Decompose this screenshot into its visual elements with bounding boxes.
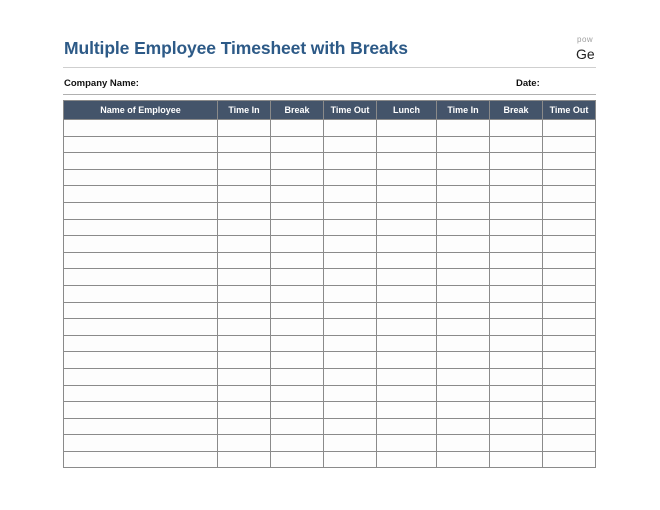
table-row xyxy=(64,302,596,319)
table-cell[interactable] xyxy=(324,435,377,452)
table-cell[interactable] xyxy=(490,169,543,186)
table-cell[interactable] xyxy=(377,335,437,352)
table-cell[interactable] xyxy=(437,236,490,253)
table-row xyxy=(64,319,596,336)
table-cell[interactable] xyxy=(324,285,377,302)
table-cell[interactable] xyxy=(324,236,377,253)
table-cell[interactable] xyxy=(543,418,596,435)
table-cell[interactable] xyxy=(324,335,377,352)
table-cell[interactable] xyxy=(437,285,490,302)
table-cell[interactable] xyxy=(324,269,377,286)
table-cell[interactable] xyxy=(324,252,377,269)
table-cell[interactable] xyxy=(218,402,271,419)
table-cell[interactable] xyxy=(218,319,271,336)
table-cell[interactable] xyxy=(543,402,596,419)
table-cell[interactable] xyxy=(437,451,490,468)
table-cell[interactable] xyxy=(377,302,437,319)
table-cell[interactable] xyxy=(490,302,543,319)
table-row xyxy=(64,352,596,369)
table-cell[interactable] xyxy=(437,335,490,352)
table-cell[interactable] xyxy=(271,435,324,452)
table-cell[interactable] xyxy=(543,319,596,336)
table-cell[interactable] xyxy=(543,269,596,286)
table-cell[interactable] xyxy=(543,385,596,402)
table-cell[interactable] xyxy=(543,136,596,153)
table-cell[interactable] xyxy=(490,269,543,286)
table-cell[interactable] xyxy=(218,169,271,186)
table-cell[interactable] xyxy=(218,252,271,269)
table-cell[interactable] xyxy=(271,236,324,253)
table-cell[interactable] xyxy=(64,202,218,219)
table-cell[interactable] xyxy=(271,352,324,369)
table-row xyxy=(64,186,596,203)
table-cell[interactable] xyxy=(324,368,377,385)
table-cell[interactable] xyxy=(437,402,490,419)
table-cell[interactable] xyxy=(490,435,543,452)
table-cell[interactable] xyxy=(377,435,437,452)
table-cell[interactable] xyxy=(64,335,218,352)
table-cell[interactable] xyxy=(543,435,596,452)
table-cell[interactable] xyxy=(324,352,377,369)
table-cell[interactable] xyxy=(324,302,377,319)
table-row xyxy=(64,451,596,468)
table-cell[interactable] xyxy=(437,120,490,137)
table-cell[interactable] xyxy=(490,285,543,302)
table-cell[interactable] xyxy=(490,335,543,352)
table-cell[interactable] xyxy=(437,368,490,385)
table-cell[interactable] xyxy=(437,302,490,319)
table-cell[interactable] xyxy=(543,219,596,236)
table-cell[interactable] xyxy=(64,451,218,468)
date-label: Date: xyxy=(516,78,540,89)
table-cell[interactable] xyxy=(271,302,324,319)
col-header-name: Name of Employee xyxy=(64,101,218,120)
table-cell[interactable] xyxy=(271,120,324,137)
table-cell[interactable] xyxy=(377,186,437,203)
table-cell[interactable] xyxy=(324,186,377,203)
table-cell[interactable] xyxy=(490,202,543,219)
table-cell[interactable] xyxy=(437,269,490,286)
table-cell[interactable] xyxy=(437,219,490,236)
table-row xyxy=(64,236,596,253)
table-cell[interactable] xyxy=(543,153,596,170)
table-cell[interactable] xyxy=(437,418,490,435)
table-cell[interactable] xyxy=(271,335,324,352)
table-cell[interactable] xyxy=(437,435,490,452)
table-cell[interactable] xyxy=(64,136,218,153)
table-cell[interactable] xyxy=(377,236,437,253)
table-cell[interactable] xyxy=(64,319,218,336)
table-cell[interactable] xyxy=(64,368,218,385)
table-cell[interactable] xyxy=(490,120,543,137)
table-cell[interactable] xyxy=(218,368,271,385)
table-cell[interactable] xyxy=(271,319,324,336)
table-cell[interactable] xyxy=(377,368,437,385)
table-cell[interactable] xyxy=(64,186,218,203)
table-cell[interactable] xyxy=(377,219,437,236)
table-cell[interactable] xyxy=(437,169,490,186)
table-row xyxy=(64,120,596,137)
table-cell[interactable] xyxy=(271,136,324,153)
table-cell[interactable] xyxy=(490,136,543,153)
table-cell[interactable] xyxy=(64,385,218,402)
table-cell[interactable] xyxy=(490,219,543,236)
table-cell[interactable] xyxy=(271,451,324,468)
table-cell[interactable] xyxy=(64,120,218,137)
table-cell[interactable] xyxy=(377,153,437,170)
table-cell[interactable] xyxy=(324,219,377,236)
table-cell[interactable] xyxy=(218,451,271,468)
table-cell[interactable] xyxy=(377,319,437,336)
table-cell[interactable] xyxy=(64,219,218,236)
table-row xyxy=(64,335,596,352)
table-cell[interactable] xyxy=(64,269,218,286)
table-row xyxy=(64,219,596,236)
table-cell[interactable] xyxy=(377,402,437,419)
table-cell[interactable] xyxy=(218,302,271,319)
table-cell[interactable] xyxy=(218,202,271,219)
col-header-time-out-1: Time Out xyxy=(324,101,377,120)
table-cell[interactable] xyxy=(543,352,596,369)
table-cell[interactable] xyxy=(543,169,596,186)
table-row xyxy=(64,202,596,219)
title-divider xyxy=(63,67,596,68)
table-cell[interactable] xyxy=(218,120,271,137)
table-cell[interactable] xyxy=(324,385,377,402)
table-row xyxy=(64,385,596,402)
table-cell[interactable] xyxy=(64,169,218,186)
table-cell[interactable] xyxy=(271,418,324,435)
table-cell[interactable] xyxy=(543,202,596,219)
table-row xyxy=(64,252,596,269)
col-header-break-1: Break xyxy=(271,101,324,120)
page-title: Multiple Employee Timesheet with Breaks xyxy=(64,38,408,58)
col-header-time-in-2: Time In xyxy=(437,101,490,120)
table-cell[interactable] xyxy=(324,153,377,170)
table-cell[interactable] xyxy=(490,252,543,269)
table-cell[interactable] xyxy=(377,252,437,269)
table-cell[interactable] xyxy=(543,236,596,253)
table-cell[interactable] xyxy=(490,451,543,468)
table-cell[interactable] xyxy=(64,352,218,369)
table-cell[interactable] xyxy=(64,302,218,319)
col-header-break-2: Break xyxy=(490,101,543,120)
table-row xyxy=(64,435,596,452)
table-cell[interactable] xyxy=(437,319,490,336)
table-cell[interactable] xyxy=(377,269,437,286)
table-cell[interactable] xyxy=(490,402,543,419)
table-cell[interactable] xyxy=(64,236,218,253)
table-cell[interactable] xyxy=(543,451,596,468)
table-cell[interactable] xyxy=(543,285,596,302)
table-cell[interactable] xyxy=(437,352,490,369)
table-cell[interactable] xyxy=(271,202,324,219)
table-cell[interactable] xyxy=(324,451,377,468)
table-cell[interactable] xyxy=(64,435,218,452)
table-cell[interactable] xyxy=(324,120,377,137)
table-row xyxy=(64,153,596,170)
table-cell[interactable] xyxy=(437,136,490,153)
table-cell[interactable] xyxy=(64,252,218,269)
table-cell[interactable] xyxy=(218,219,271,236)
table-cell[interactable] xyxy=(377,120,437,137)
table-row xyxy=(64,402,596,419)
table-cell[interactable] xyxy=(64,418,218,435)
table-cell[interactable] xyxy=(271,252,324,269)
table-cell[interactable] xyxy=(271,219,324,236)
table-cell[interactable] xyxy=(490,319,543,336)
table-cell[interactable] xyxy=(543,368,596,385)
table-cell[interactable] xyxy=(490,368,543,385)
table-cell[interactable] xyxy=(271,186,324,203)
table-cell[interactable] xyxy=(271,385,324,402)
table-cell[interactable] xyxy=(218,418,271,435)
table-cell[interactable] xyxy=(543,120,596,137)
table-cell[interactable] xyxy=(377,352,437,369)
table-cell[interactable] xyxy=(490,352,543,369)
table-cell[interactable] xyxy=(271,169,324,186)
table-cell[interactable] xyxy=(543,252,596,269)
timesheet-table xyxy=(63,100,596,468)
table-cell[interactable] xyxy=(377,169,437,186)
table-cell[interactable] xyxy=(218,335,271,352)
table-cell[interactable] xyxy=(271,153,324,170)
table-cell[interactable] xyxy=(324,202,377,219)
col-header-lunch: Lunch xyxy=(377,101,437,120)
table-cell[interactable] xyxy=(271,269,324,286)
table-cell[interactable] xyxy=(543,186,596,203)
table-cell[interactable] xyxy=(490,186,543,203)
table-cell[interactable] xyxy=(437,202,490,219)
table-cell[interactable] xyxy=(324,319,377,336)
table-cell[interactable] xyxy=(218,186,271,203)
table-header-row xyxy=(64,101,596,120)
table-cell[interactable] xyxy=(271,368,324,385)
powered-by-text: pow xyxy=(577,35,594,44)
table-row xyxy=(64,368,596,385)
table-cell[interactable] xyxy=(324,136,377,153)
company-name-label: Company Name: xyxy=(64,78,139,89)
table-cell[interactable] xyxy=(377,451,437,468)
table-cell[interactable] xyxy=(377,202,437,219)
table-row xyxy=(64,418,596,435)
col-header-time-out-2: Time Out xyxy=(543,101,596,120)
table-cell[interactable] xyxy=(218,269,271,286)
fields-divider xyxy=(63,94,596,95)
table-row xyxy=(64,169,596,186)
table-cell[interactable] xyxy=(377,285,437,302)
table-row xyxy=(64,285,596,302)
table-cell[interactable] xyxy=(324,169,377,186)
table-row xyxy=(64,269,596,286)
table-cell[interactable] xyxy=(543,335,596,352)
table-cell[interactable] xyxy=(324,418,377,435)
table-cell[interactable] xyxy=(437,252,490,269)
brand-logo-text: Ge xyxy=(576,46,595,62)
table-cell[interactable] xyxy=(377,418,437,435)
table-cell[interactable] xyxy=(64,402,218,419)
table-cell[interactable] xyxy=(490,236,543,253)
table-cell[interactable] xyxy=(437,153,490,170)
table-cell[interactable] xyxy=(490,385,543,402)
table-cell[interactable] xyxy=(218,385,271,402)
table-cell[interactable] xyxy=(377,385,437,402)
table-cell[interactable] xyxy=(218,153,271,170)
table-cell[interactable] xyxy=(324,402,377,419)
table-cell[interactable] xyxy=(218,352,271,369)
table-cell[interactable] xyxy=(377,136,437,153)
table-cell[interactable] xyxy=(437,385,490,402)
table-cell[interactable] xyxy=(218,435,271,452)
table-cell[interactable] xyxy=(218,136,271,153)
table-cell[interactable] xyxy=(218,285,271,302)
table-cell[interactable] xyxy=(543,302,596,319)
col-header-time-in-1: Time In xyxy=(218,101,271,120)
table-cell[interactable] xyxy=(437,186,490,203)
table-cell[interactable] xyxy=(64,285,218,302)
table-cell[interactable] xyxy=(490,153,543,170)
table-cell[interactable] xyxy=(271,402,324,419)
table-cell[interactable] xyxy=(490,418,543,435)
table-row xyxy=(64,136,596,153)
table-cell[interactable] xyxy=(271,285,324,302)
table-cell[interactable] xyxy=(64,153,218,170)
table-cell[interactable] xyxy=(218,236,271,253)
